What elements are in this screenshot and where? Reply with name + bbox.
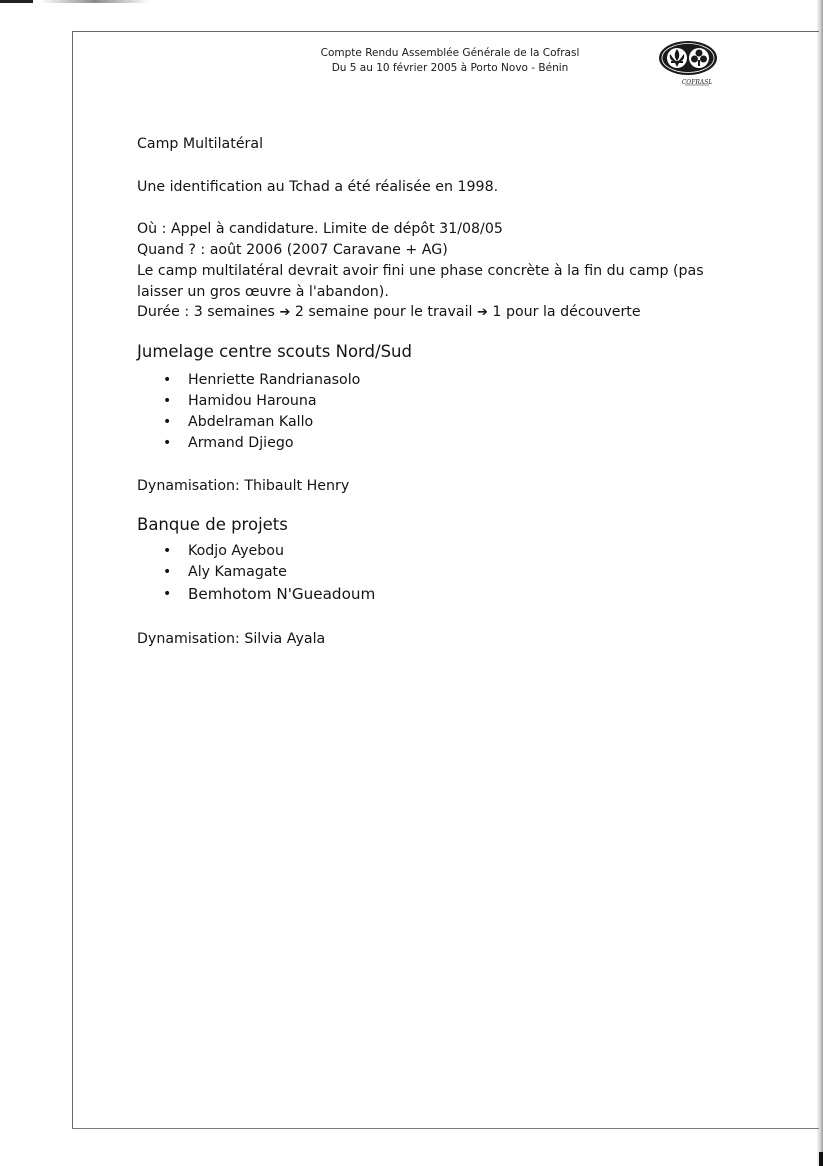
bullet-icon: • xyxy=(163,414,172,430)
bullet-icon: • xyxy=(163,543,172,559)
bullet-icon: • xyxy=(163,393,172,409)
scan-artifact xyxy=(40,0,150,3)
banque-dynamisation: Dynamisation: Silvia Ayala xyxy=(137,631,326,647)
section-title-jumelage: Jumelage centre scouts Nord/Sud xyxy=(137,342,412,361)
arrow-right-icon: ➔ xyxy=(476,305,488,320)
svg-text:COFRASL: COFRASL xyxy=(681,79,713,86)
scan-artifact xyxy=(0,0,33,3)
section-title-camp: Camp Multilatéral xyxy=(137,136,264,152)
bullet-icon: • xyxy=(163,372,172,388)
document-header xyxy=(300,46,600,76)
section-title-banque: Banque de projets xyxy=(137,515,288,534)
camp-note-line1: Le camp multilatéral devrait avoir fini une phase concrète à la fin du camp (pas xyxy=(137,263,704,279)
header-title: Compte Rendu Assemblée Générale de la Cofrasl xyxy=(320,47,580,59)
cofrasl-logo-icon xyxy=(657,38,719,86)
camp-identification: Une identification au Tchad a été réalisée en 1998. xyxy=(137,179,499,195)
arrow-right-icon: ➔ xyxy=(279,305,291,320)
camp-note-line2: laisser un gros œuvre à l'abandon). xyxy=(137,284,389,300)
header-dates: Du 5 au 10 février 2005 à Porto Novo - Bénin xyxy=(331,62,569,74)
bullet-icon: • xyxy=(163,586,172,602)
duree-decouverte: 1 pour la découverte xyxy=(492,304,641,320)
camp-quand: Quand ? : août 2006 (2007 Caravane + AG) xyxy=(137,242,448,258)
camp-duree xyxy=(137,302,641,323)
duree-travail: 2 semaine pour le travail xyxy=(294,304,473,320)
jumelage-dynamisation: Dynamisation: Thibault Henry xyxy=(137,478,350,494)
camp-ou: Où : Appel à candidature. Limite de dépôt 31/08/05 xyxy=(137,221,503,237)
bullet-icon: • xyxy=(163,564,172,580)
bullet-icon: • xyxy=(163,435,172,451)
duree-total: Durée : 3 semaines xyxy=(137,304,275,320)
scan-artifact xyxy=(819,1152,823,1166)
